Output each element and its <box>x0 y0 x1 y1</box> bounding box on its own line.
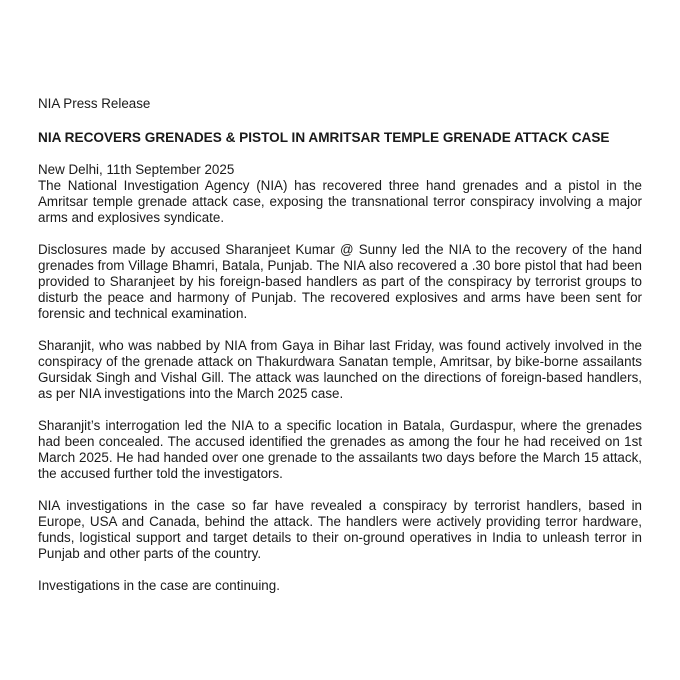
body-paragraph-1: The National Investigation Agency (NIA) has recovered three hand grenades and a pistol in the Amritsar temple grenade attack case, exposing the transnational terror conspiracy involving a major arms and explosives syndicate. <box>38 178 642 225</box>
body-paragraph-4: Sharanjit’s interrogation led the NIA to a specific location in Batala, Gurdaspur, where the grenades had been concealed. The accused identified the grenades as among the four he had received on 1st March 2025. He had handed over one grenade to the assailants two days before the March 15 attack, the accused further told the investigators. <box>38 418 642 481</box>
body-paragraph-3: Sharanjit, who was nabbed by NIA from Gaya in Bihar last Friday, was found actively involved in the conspiracy of the grenade attack on Thakurdwara Sanatan temple, Amritsar, by bike-borne assailants Gursidak Singh and Vishal Gill. The attack was launched on the directions of foreign-based handlers, as per NIA investigations into the March 2025 case. <box>38 338 642 401</box>
dateline: New Delhi, 11th September 2025 <box>38 162 235 177</box>
release-label: NIA Press Release <box>38 96 151 111</box>
press-release-document <box>38 96 642 610</box>
body-paragraph-5: NIA investigations in the case so far have revealed a conspiracy by terrorist handlers, based in Europe, USA and Canada, behind the attack. The handlers were actively providing terror hardware, funds, logistical support and target details to their on-ground operatives in India to unleash terror in Punjab and other parts of the country. <box>38 498 642 561</box>
closing-line: Investigations in the case are continuing. <box>38 578 280 593</box>
page-title: NIA RECOVERS GRENADES & PISTOL IN AMRITSAR TEMPLE GRENADE ATTACK CASE <box>38 130 610 145</box>
body-paragraph-2: Disclosures made by accused Sharanjeet Kumar @ Sunny led the NIA to the recovery of the hand grenades from Village Bhamri, Batala, Punjab. The NIA also recovered a .30 bore pistol that had been provided to Sharanjeet by his foreign-based handlers as part of the conspiracy by terrorist groups to disturb the peace and harmony of Punjab. The recovered explosives and arms have been sent for forensic and technical examination. <box>38 242 642 321</box>
